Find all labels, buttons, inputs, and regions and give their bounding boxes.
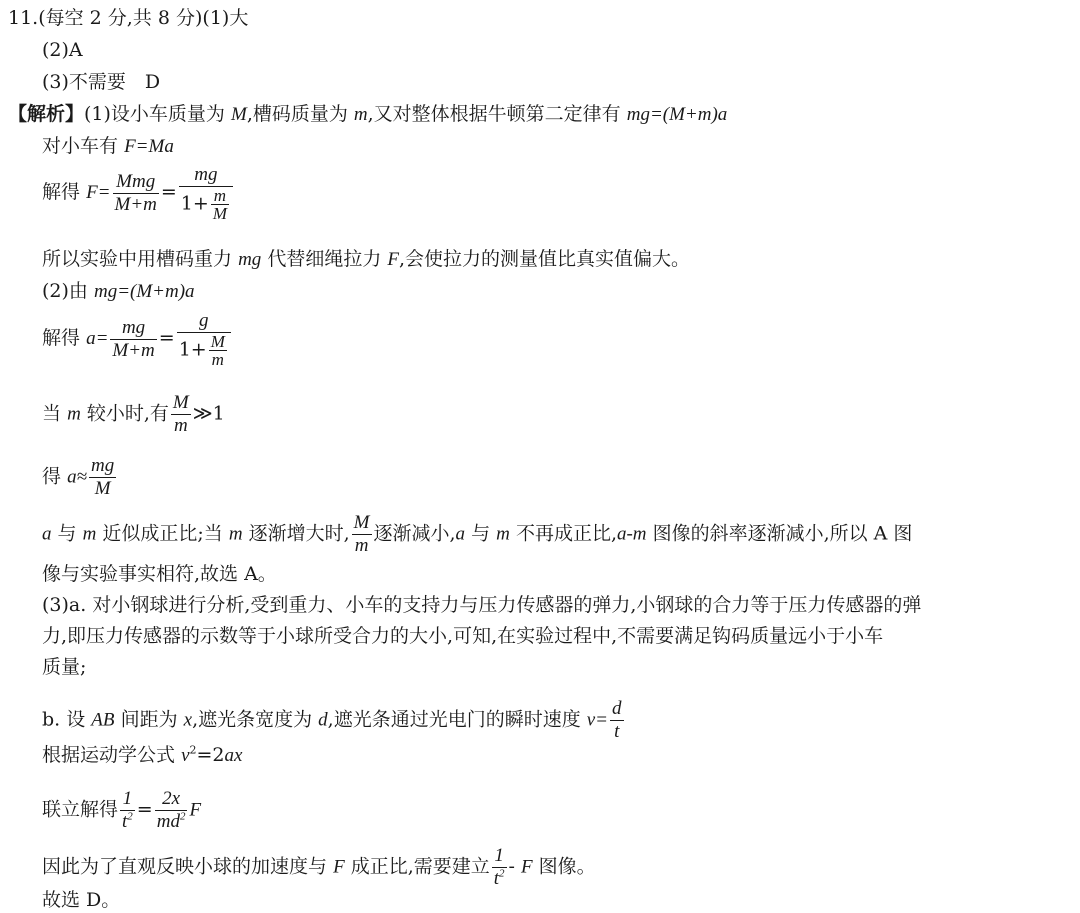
text: 解得	[42, 181, 81, 203]
analysis-line-11: (3)a. 对小钢球进行分析,受到重力、小车的支持力与压力传感器的弹力,小钢球的合力等于压力传感器的弹	[42, 594, 922, 616]
text: 与	[471, 522, 491, 545]
equals: =	[158, 327, 175, 349]
denominator	[179, 187, 233, 222]
analysis-line-8	[42, 455, 118, 500]
text: ,槽码质量为	[246, 103, 348, 125]
var-a: a	[42, 523, 52, 545]
numerator: M	[210, 332, 225, 351]
exponent: 2	[499, 867, 505, 880]
text: 不再成正比,	[515, 522, 617, 545]
text: 间距为	[120, 708, 178, 731]
equation: mg=(M+m)a	[626, 104, 728, 125]
var-m: m	[82, 523, 97, 545]
denominator: M	[94, 478, 111, 499]
fraction	[492, 845, 507, 890]
denominator: M+m	[114, 193, 157, 215]
equals: =	[136, 798, 153, 821]
var-m: m	[67, 403, 81, 425]
text: 逐渐增大时,	[248, 522, 350, 545]
numerator: 1	[120, 788, 135, 811]
analysis-line-9	[42, 512, 912, 557]
analysis-tag: 【解析】	[8, 103, 85, 125]
exponent: 2	[189, 743, 197, 757]
denominator: m	[173, 415, 188, 436]
den-base: t	[493, 868, 500, 889]
analysis-line-13: 质量;	[42, 656, 87, 678]
text: ,又对整体根据牛顿第二定律有	[367, 103, 621, 125]
fraction-1	[110, 317, 156, 362]
var-a: a=	[86, 328, 109, 349]
var-v: v=	[586, 709, 609, 731]
analysis-line-14	[42, 698, 626, 743]
var-mg: mg	[238, 249, 262, 270]
analysis-line-16	[42, 788, 201, 833]
text: 根据运动学公式	[42, 744, 176, 766]
fraction-1	[113, 171, 159, 216]
text: 联立解得	[42, 798, 119, 821]
numerator: 2x	[155, 788, 188, 811]
denominator: m	[211, 350, 224, 369]
denominator	[155, 811, 188, 833]
text: 图像。	[538, 855, 596, 878]
fraction-2	[179, 164, 233, 222]
numerator: M	[172, 392, 189, 413]
denominator: m	[354, 535, 369, 556]
analysis-line-18: 故选 D。	[42, 889, 121, 911]
nested-fraction	[211, 187, 229, 222]
numerator: M	[353, 512, 370, 533]
analysis-line-1	[8, 102, 727, 127]
text: 近似成正比;当	[102, 522, 223, 545]
nested-fraction	[209, 333, 227, 368]
numerator: Mmg	[113, 171, 159, 194]
fraction	[89, 455, 116, 500]
var-m: m	[353, 104, 368, 125]
denominator	[177, 333, 231, 368]
text: 成正比,需要建立	[350, 855, 490, 878]
text: 逐渐减小,	[373, 522, 456, 545]
var-m: m	[228, 523, 243, 545]
denominator	[120, 811, 135, 833]
analysis-line-5	[42, 279, 195, 304]
numerator: d	[612, 698, 622, 719]
numerator: 1	[492, 845, 507, 868]
var-a: a	[455, 523, 466, 545]
text: 代替细绳拉力	[267, 248, 382, 270]
text: (1)设小车质量为	[84, 103, 225, 125]
equals: =	[160, 181, 177, 203]
var-F: F=	[86, 182, 111, 203]
var-v: v	[181, 745, 190, 766]
equation: F=Ma	[124, 136, 174, 157]
var-F: F	[387, 249, 400, 270]
var-m: m	[496, 523, 510, 545]
var-a: a≈	[67, 466, 87, 488]
equation: mg=(M+m)a	[93, 281, 195, 302]
text: 因此为了直观反映小球的加速度与	[42, 855, 328, 878]
text: 所以实验中用槽码重力	[42, 248, 233, 270]
text: (2)由	[42, 280, 88, 302]
numerator: mg	[110, 317, 156, 340]
exponent: 2	[127, 810, 133, 823]
den-base: md	[156, 811, 180, 832]
den-prefix: 1+	[178, 338, 207, 361]
denominator: t	[614, 721, 620, 742]
text: 当	[42, 402, 62, 425]
analysis-line-10: 像与实验事实相符,故选 A。	[42, 563, 277, 585]
answer-3: (3)不需要 D	[42, 71, 161, 93]
fraction-2	[177, 310, 231, 368]
var-F: F	[521, 856, 533, 878]
numerator: g	[177, 310, 231, 333]
analysis-line-6	[42, 310, 233, 368]
var-d: d	[318, 709, 328, 731]
var-F: F	[333, 856, 345, 878]
den-base: t	[122, 811, 128, 832]
text: 与	[57, 522, 77, 545]
text: ,遮光条通过光电门的瞬时速度	[327, 708, 581, 731]
text: 解得	[42, 327, 81, 349]
text: ,会使拉力的测量值比真实值偏大。	[399, 248, 691, 270]
fraction	[352, 512, 372, 557]
exponent: 2	[179, 810, 186, 823]
denominator	[492, 868, 507, 890]
fraction-2	[155, 788, 188, 833]
analysis-line-2	[42, 134, 174, 159]
var-M: M	[230, 104, 247, 125]
text: 对小车有	[42, 135, 119, 157]
fraction-1	[120, 788, 135, 833]
dash: -	[508, 855, 515, 878]
answer-2: (2)A	[42, 39, 83, 61]
analysis-line-4	[42, 247, 690, 272]
text: b. 设	[42, 708, 86, 731]
analysis-line-7	[42, 392, 225, 437]
text: 得	[42, 465, 62, 488]
var-AB: AB	[91, 709, 115, 731]
numerator: mg	[91, 455, 115, 476]
numerator: mg	[179, 164, 233, 187]
analysis-line-17	[42, 845, 596, 890]
relation: ≫1	[192, 402, 225, 425]
fraction	[171, 392, 191, 437]
denominator: M	[212, 204, 227, 223]
fraction	[610, 698, 624, 743]
equals: =2	[196, 744, 225, 766]
numerator: m	[211, 187, 229, 205]
question-header: 11.(每空 2 分,共 8 分)(1)大	[8, 7, 249, 29]
var-x: x	[183, 709, 193, 731]
analysis-line-12: 力,即压力传感器的示数等于小球所受合力的大小,可知,在实验过程中,不需要满足钩码质量远小于小车	[42, 625, 884, 647]
analysis-line-15	[42, 743, 242, 768]
text: 较小时,有	[86, 402, 169, 425]
var-F: F	[189, 799, 202, 821]
analysis-line-3	[42, 164, 235, 222]
text: ,遮光条宽度为	[192, 708, 313, 731]
text: 图像的斜率逐渐减小,所以 A 图	[652, 522, 913, 545]
var-a-m: a-m	[616, 523, 647, 545]
var-ax: ax	[224, 745, 243, 766]
den-prefix: 1+	[180, 192, 209, 215]
denominator: M+m	[112, 339, 155, 361]
